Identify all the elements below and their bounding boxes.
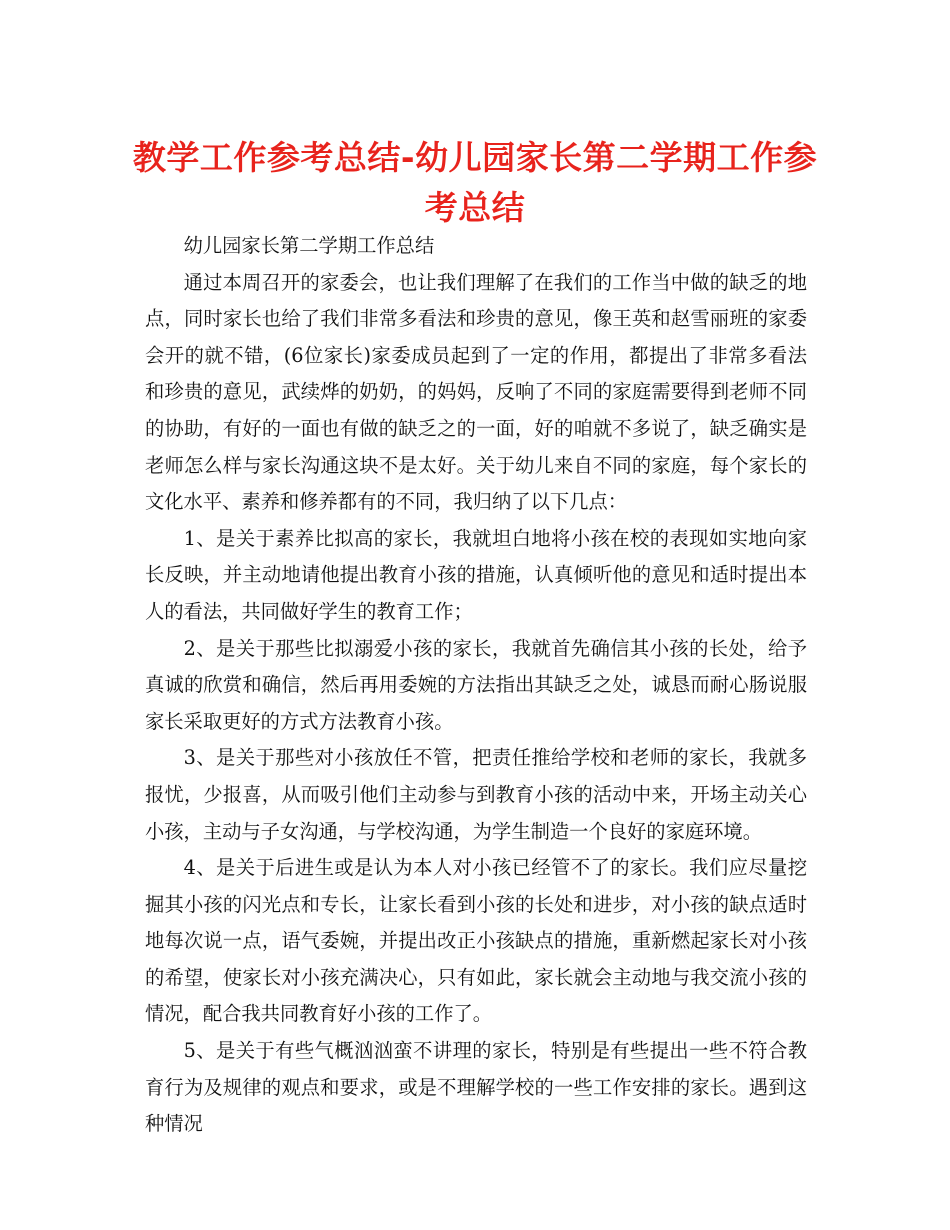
document-title: 教学工作参考总结-幼儿园家长第二学期工作参考总结 [132,138,818,227]
point-2-paragraph: 2、是关于那些比拟溺爱小孩的家长，我就首先确信其小孩的长处，给予真诚的欣赏和确信，然后再用委婉的方法指出其缺乏之处，诚恳而耐心肠说服家长采取更好的方式方法教育小孩。 [145,636,807,733]
intro-paragraph: 通过本周召开的家委会，也让我们理解了在我们的工作当中做的缺乏的地点，同时家长也给了我们非常多看法和珍贵的意见，像王英和赵雪丽班的家委会开的就不错，(6位家长)家委成员起到了一定的作用，都提出了非常多看法和珍贵的意见，武续烨的奶奶，的妈妈，反响了不同的家庭需要得到老师不同的协助，有好的一面也有做的缺乏之的一面，好的咱就不多说了，缺乏确实是老师怎么样与家长沟通这块不是太好。关于幼儿来自不同的家庭，每个家长的文化水平、素养和修养都有的不同，我归纳了以下几点： [145,270,807,514]
point-3-paragraph: 3、是关于那些对小孩放任不管，把责任推给学校和老师的家长，我就多报忧，少报喜，从而吸引他们主动参与到教育小孩的活动中来，开场主动关心小孩，主动与子女沟通，与学校沟通，为学生制造一个良好的家庭环境。 [145,746,807,843]
document-body [145,228,807,1143]
point-1-paragraph: 1、是关于素养比拟高的家长，我就坦白地将小孩在校的表现如实地向家长反映，并主动地请他提出教育小孩的措施，认真倾听他的意见和适时提出本人的看法，共同做好学生的教育工作； [145,526,807,623]
point-4-paragraph: 4、是关于后进生或是认为本人对小孩已经管不了的家长。我们应尽量挖掘其小孩的闪光点和专长，让家长看到小孩的长处和进步，对小孩的缺点适时地每次说一点，语气委婉，并提出改正小孩缺点的措施，重新燃起家长对小孩的希望，使家长对小孩充满决心，只有如此，家长就会主动地与我交流小孩的情况，配合我共同教育好小孩的工作了。 [145,856,807,1026]
subtitle-paragraph: 幼儿园家长第二学期工作总结 [183,234,435,257]
point-5-paragraph: 5、是关于有些气概汹汹蛮不讲理的家长，特别是有些提出一些不符合教育行为及规律的观点和要求，或是不理解学校的一些工作安排的家长。遇到这种情况 [145,1039,807,1136]
